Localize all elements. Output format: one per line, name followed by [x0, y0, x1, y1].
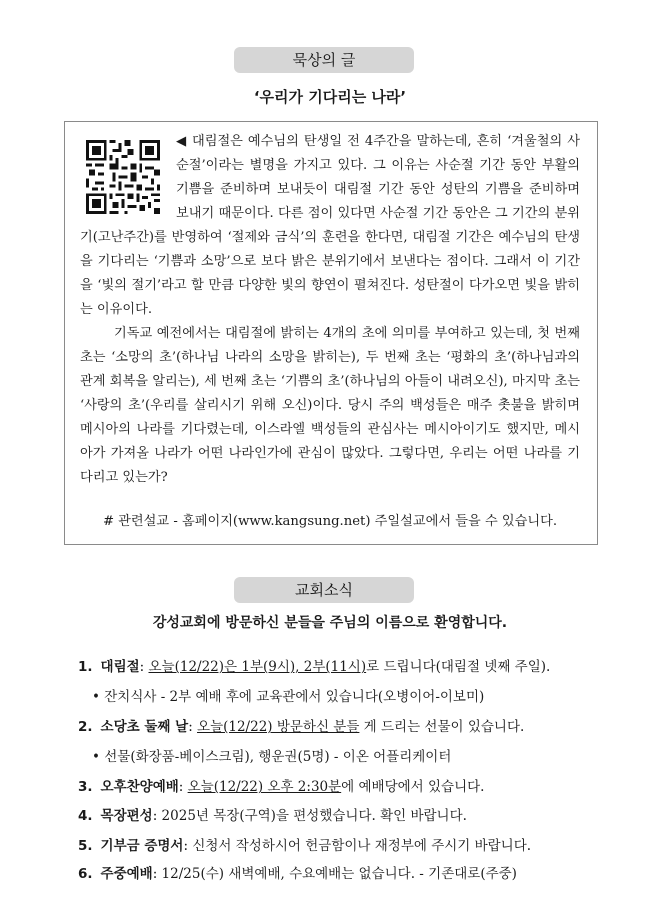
news-item-text: 신청서 작성하시어 헌금함이나 재정부에 주시기 바랍니다.: [192, 838, 532, 854]
news-item-6: [78, 862, 638, 882]
news-item-underlined: 오늘(12/22) 오후 2:30분: [187, 779, 342, 795]
news-header: 교회소식: [234, 577, 414, 603]
news-item-number: 6.: [78, 866, 93, 882]
meditation-header: 묵상의 글: [234, 47, 414, 73]
news-item-underlined: 오늘(12/22)은 1부(9시), 2부(11시): [148, 659, 367, 675]
news-subitem-1: • 잔치식사 - 2부 예배 후에 교육관에서 있습니다(오병이어-이보미): [92, 689, 485, 705]
news-item-text: 로 드립니다(대림절 넷째 주일).: [366, 659, 551, 675]
news-item-5: [78, 834, 638, 854]
news-item-text: 게 드리는 선물이 있습니다.: [359, 719, 525, 735]
news-item-2: [78, 715, 638, 735]
meditation-paragraph-1-text: ◀ 대림절은 예수님의 탄생일 전 4주간을 말하는데, 흔히 ‘겨울철의 사순절’이라는 별명을 가지고 있다. 그 이유는 사순절 기간 동안 부활의 기쁨을 준비하며 보내듯이 대림절 기간 동안 성탄의 기쁨을 준비하며 보내기 때문이다. 다른 점이 있다면 사순절 기간 동안은 그 기간의 분위기(고난주간)를 반영하여 ‘절제와 금식’의 훈련을 한다면, 대림절 기간은 예수님의 탄생을 기다리는 ‘기쁨과 소망’으로 보다 밝은 분위기에서 보낸다는 점이다. 그래서 이 기간을 ‘빛의 절기’라고 할 만큼 다양한 빛의 향연이 펼쳐진다. 성탄절이 다가오면 빛을 밝히는 이유이다.: [80, 134, 580, 317]
qr-code-icon: [86, 140, 160, 214]
news-item-text: 에 예배당에서 있습니다.: [341, 779, 485, 795]
news-item-separator: :: [188, 719, 198, 735]
news-item-number: 5.: [78, 838, 93, 854]
news-item-underlined: 오늘(12/22) 방문하신 분들: [197, 719, 360, 735]
news-item-label: 기부금 증명서: [100, 838, 184, 854]
news-item-label: 소당초 둘째 날: [100, 719, 189, 735]
meditation-paragraph-2: [80, 322, 580, 490]
news-item-text: 12/25(수) 새벽예배, 수요예배는 없습니다. - 기존대로(주중): [161, 866, 517, 882]
news-item-3: [78, 775, 638, 795]
news-item-label: 오후찬양예배: [100, 779, 179, 795]
news-item-separator: :: [139, 659, 149, 675]
welcome-message: 강성교회에 방문하신 분들을 주님의 이름으로 환영합니다.: [152, 615, 508, 631]
news-item-separator: :: [152, 866, 162, 882]
news-item-number: 2.: [78, 719, 93, 735]
news-item-number: 4.: [78, 808, 93, 824]
news-item-1: [78, 655, 638, 675]
meditation-subtitle: ‘우리가 기다리는 나라’: [253, 88, 407, 106]
news-item-label: 목장편성: [100, 808, 153, 824]
news-subitem-2: • 선물(화장품-베이스크림), 행운권(5명) - 이온 어플리케이터: [92, 749, 452, 765]
news-item-number: 3.: [78, 779, 93, 795]
news-item-separator: :: [183, 838, 193, 854]
sermon-reference: # 관련설교 - 홈페이지(www.kangsung.net) 주일설교에서 들을 수 있습니다.: [102, 514, 558, 529]
news-item-4: [78, 804, 638, 824]
meditation-paragraph-2-text: 기독교 예전에서는 대림절에 밝히는 4개의 초에 의미를 부여하고 있는데, 첫 번째 초는 ‘소망의 초’(하나님 나라의 소망을 밝히는), 두 번째 초는 ‘평화의 초’(하나님과의 관계 회복을 알리는), 세 번째 초는 ‘기쁨의 초’(하나님의 아들이 내려오신), 마지막 초는 ‘사랑의 초’(우리를 살리시기 위해 오신)이다. 당시 주의 백성들은 매주 촛불을 밝히며 메시아의 나라를 기다렸는데, 이스라엘 백성들의 관심사는 메시아이기도 했지만, 메시아가 가져올 나라가 어떤 나라인가에 관심이 많았다. 그렇다면, 우리는 어떤 나라를 기다리고 있는가?: [80, 326, 580, 485]
news-item-separator: :: [178, 779, 188, 795]
news-item-text: 2025년 목장(구역)을 편성했습니다. 확인 바랍니다.: [161, 808, 467, 824]
news-item-number: 1.: [78, 659, 93, 675]
news-item-separator: :: [152, 808, 162, 824]
news-item-label: 대림절: [100, 659, 140, 675]
news-item-label: 주중예배: [100, 866, 153, 882]
